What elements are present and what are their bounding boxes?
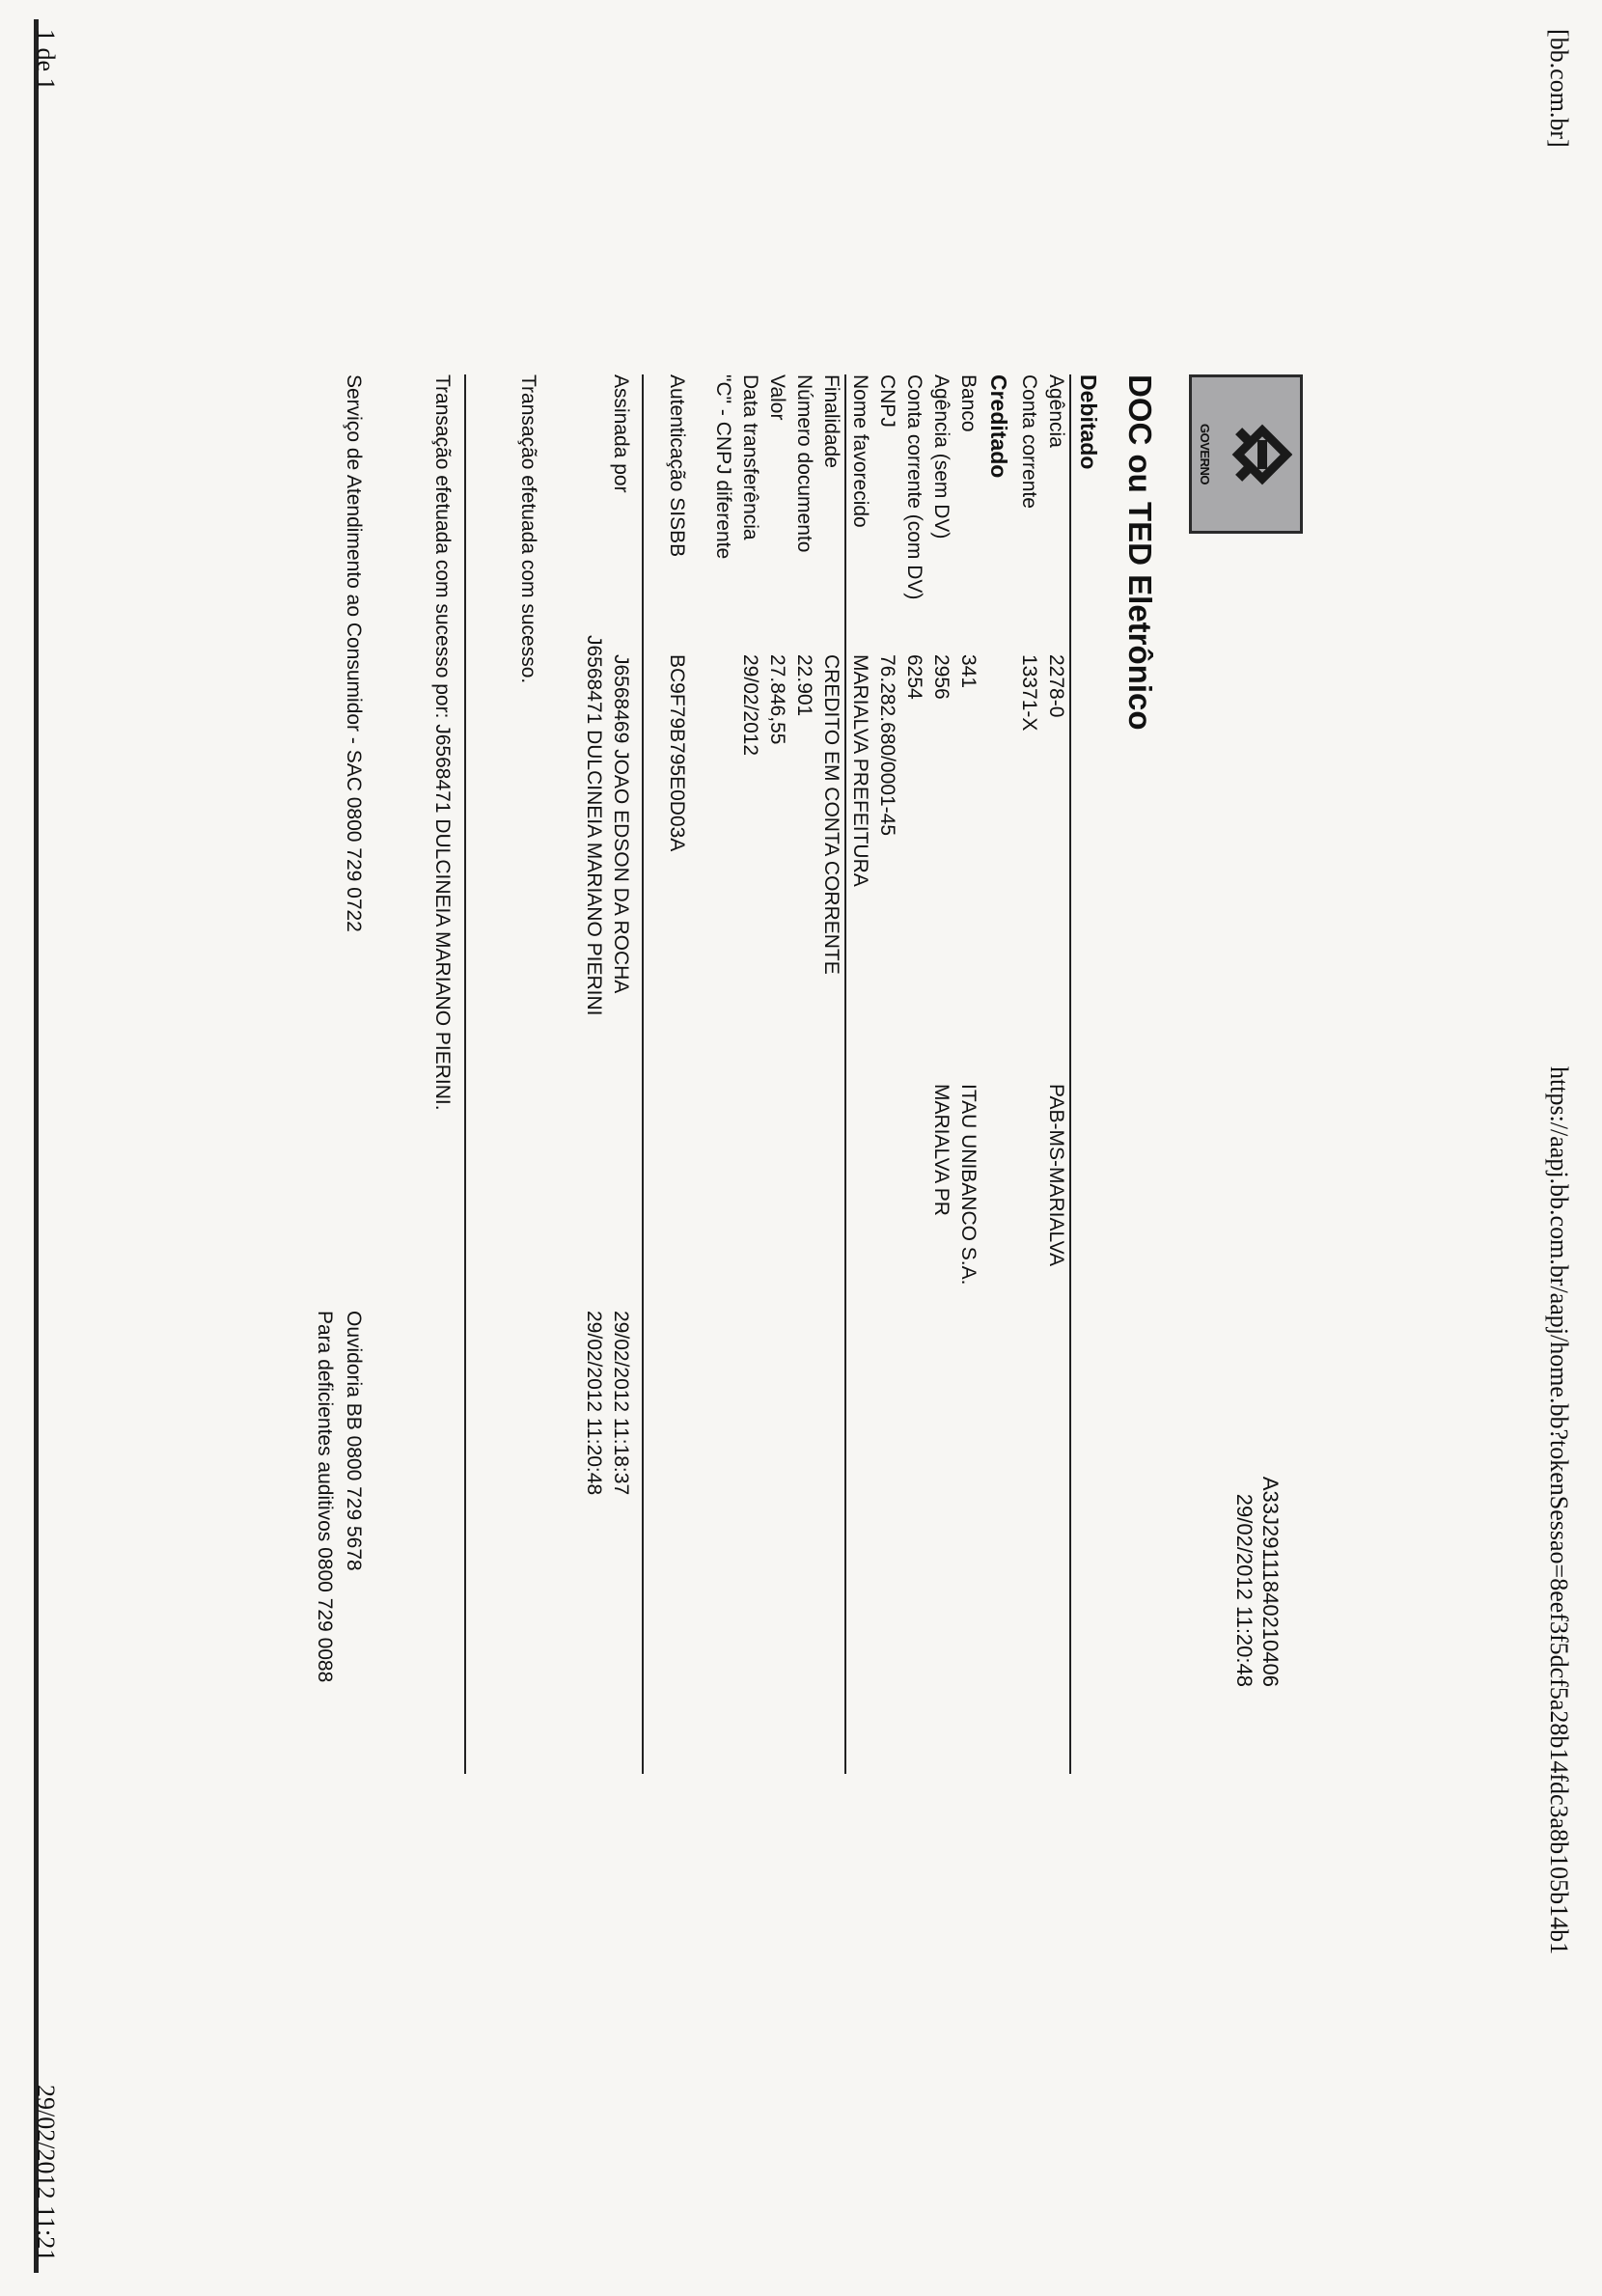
field-label: CNPJ [876, 374, 898, 428]
field-label: Assinada por [610, 374, 632, 493]
field-extra: PAB-MS-MARIALVA [1045, 1084, 1067, 1267]
field-label: Agência (sem DV) [930, 374, 953, 539]
field-row [709, 374, 736, 1774]
ouvidoria-text: Ouvidoria BB 0800 729 5678 [343, 1311, 365, 1571]
print-header-site: [bb.com.br] [1545, 29, 1573, 148]
field-value: 13371-X [1018, 654, 1040, 732]
auth-code: A33J29111840210406 [1258, 1476, 1283, 1687]
page-title: DOC ou TED Eletrônico [1122, 374, 1158, 731]
signer-name: J6568471 DULCINEIA MARIANO PIERINI [583, 635, 605, 1016]
field-label: Nome favorecido [849, 374, 871, 528]
field-label: "C" - CNPJ diferente [712, 374, 734, 560]
field-extra: MARIALVA PR [930, 1084, 953, 1216]
field-label: Valor [766, 374, 788, 421]
field-row [1042, 374, 1069, 1774]
field-value: 29/02/2012 [739, 654, 761, 757]
field-value: MARIALVA PREFEITURA [849, 654, 871, 887]
field-label: Data transferência [739, 374, 761, 540]
field-label: Finalidade [820, 374, 842, 468]
field-row [873, 374, 900, 1774]
field-row [817, 374, 844, 1774]
bank-logo [1189, 374, 1303, 534]
field-label: Conta corrente (com DV) [903, 374, 925, 600]
signer-row [607, 374, 634, 1774]
field-row [790, 374, 817, 1774]
deficientes-line [310, 374, 339, 1774]
field-row [954, 374, 981, 1774]
signer-datetime: 29/02/2012 11:20:48 [583, 1311, 605, 1496]
field-label: Banco [957, 374, 980, 432]
field-value: 2956 [930, 654, 953, 700]
field-row [763, 374, 790, 1774]
section-debitado: Debitado [1069, 374, 1105, 1774]
field-label: Número documento [793, 374, 815, 553]
field-value: 2278-0 [1045, 654, 1067, 718]
field-label: Autenticação SISBB [666, 374, 688, 558]
deficientes-text: Para deficientes auditivos 0800 729 0088 [314, 1311, 336, 1683]
divider [464, 374, 466, 1774]
field-row [900, 374, 927, 1774]
field-label: Conta corrente [1018, 374, 1040, 509]
signer-row [580, 374, 607, 1774]
signer-datetime: 29/02/2012 11:18:37 [610, 1311, 632, 1496]
logo-caption: GOVERNO [1198, 424, 1212, 484]
field-value: 6254 [903, 654, 925, 700]
field-label: Agência [1045, 374, 1067, 448]
page-edge-line [34, 19, 39, 2273]
field-value: 76.282.680/0001-45 [876, 654, 898, 837]
print-footer-page: 1 de 1 [32, 29, 60, 91]
success-line: Transação efetuada com sucesso por: J6568471 DULCINEIA MARIANO PIERINI. [431, 374, 454, 1111]
field-value: CREDITO EM CONTA CORRENTE [820, 654, 842, 975]
field-row [927, 374, 954, 1774]
status-text: Transação efetuada com sucesso. [517, 374, 539, 684]
field-extra: ITAU UNIBANCO S.A. [957, 1084, 980, 1286]
field-value: 27.846,55 [766, 654, 788, 745]
banco-do-brasil-logo-icon [1215, 411, 1292, 498]
field-row [1015, 374, 1042, 1774]
receipt-fields [310, 374, 1105, 1774]
signer-name: J6568469 JOAO EDSON DA ROCHA [610, 654, 632, 994]
field-row [736, 374, 763, 1774]
print-footer-datetime: 29/02/2012 11:21 [32, 2085, 60, 2262]
field-value: 22.901 [793, 654, 815, 717]
divider [642, 374, 644, 1774]
print-header-url: https://aapj.bb.com.br/aapj/home.bb?tokenSessao=8eef3f5dcf5a28b14fdc3a8b105b14b1 [1545, 1066, 1573, 1955]
section-creditado: Creditado [986, 374, 1011, 479]
field-value: BC9F79B795E0D03A [666, 654, 688, 852]
auth-sisbb-row [663, 374, 690, 1774]
sac-text: Serviço de Atendimento ao Consumidor - SAC 0800 729 0722 [343, 374, 365, 932]
field-value: 341 [957, 654, 980, 689]
auth-datetime: 29/02/2012 11:20:48 [1232, 1493, 1257, 1687]
field-row [846, 374, 873, 1774]
sac-line [339, 374, 368, 1774]
auth-header [1231, 1477, 1284, 1687]
